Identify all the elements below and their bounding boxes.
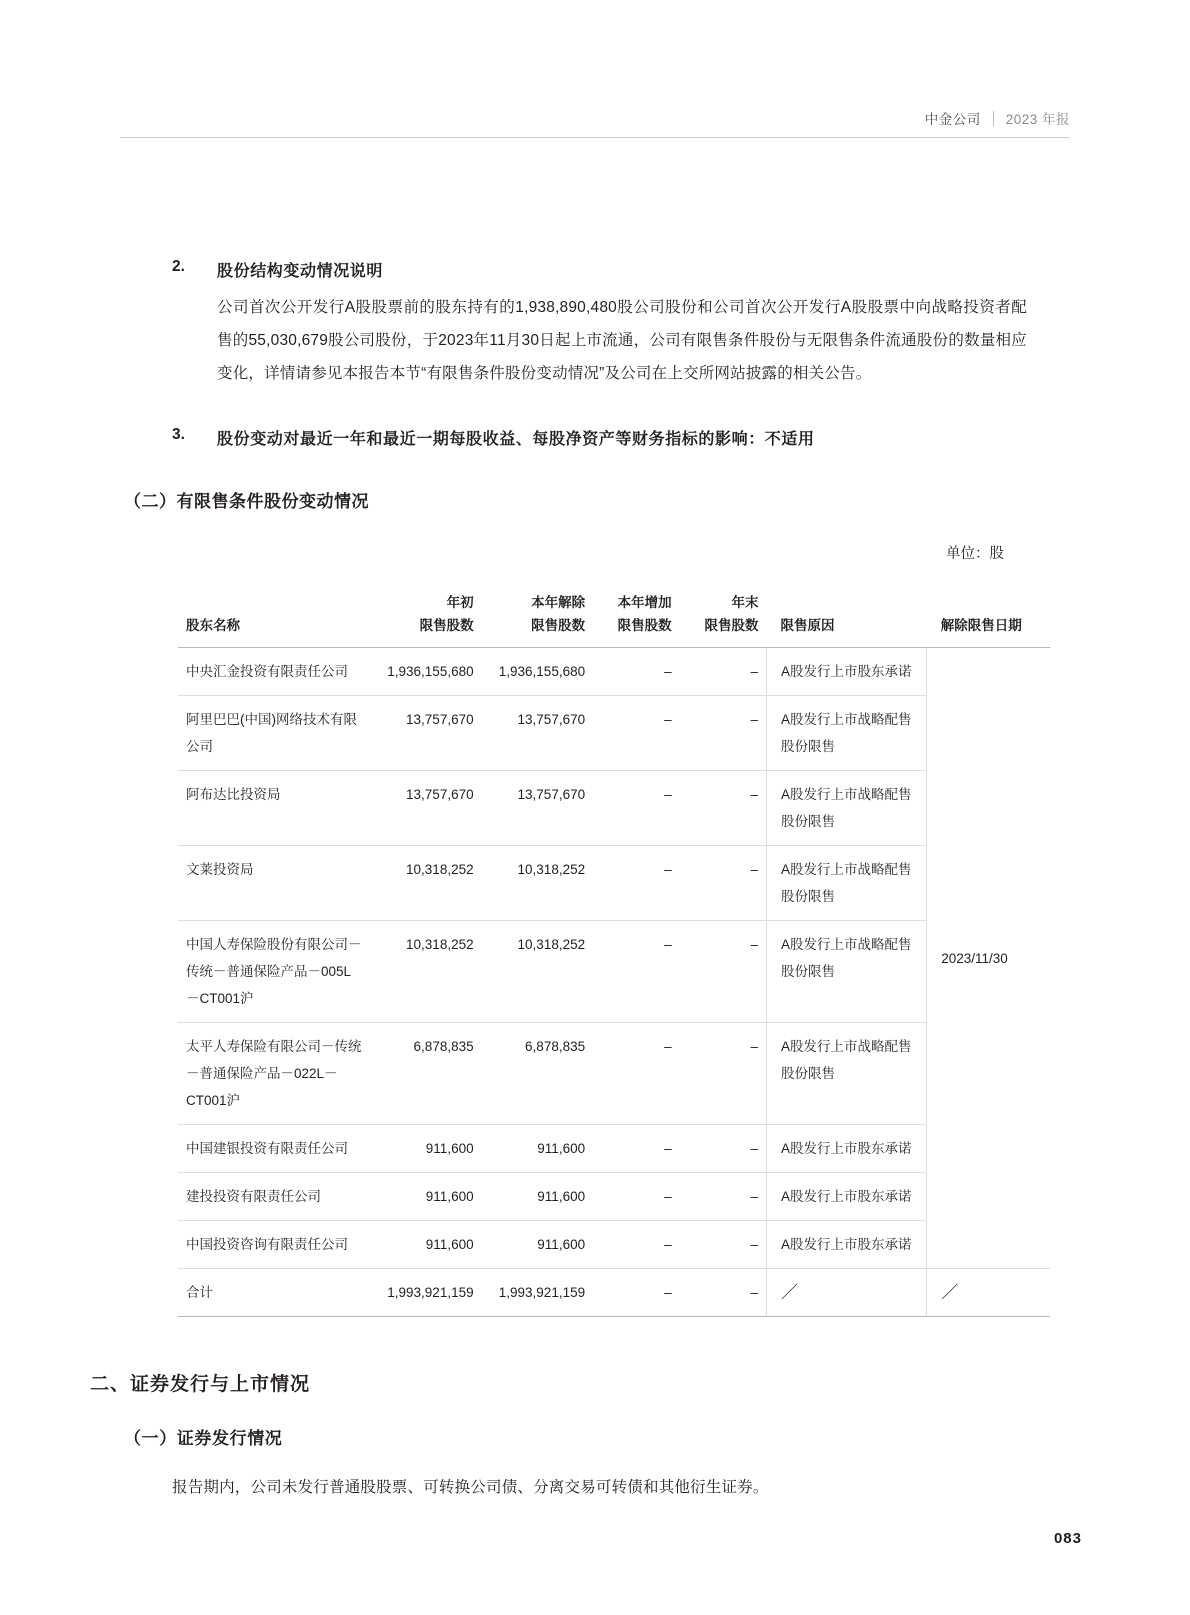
cell-reason: A股发行上市股东承诺 [766, 1173, 926, 1221]
cell-begin: 1,936,155,680 [370, 648, 482, 696]
header-company-name: 中金公司 [924, 112, 981, 127]
cell-shareholder-name: 中国人寿保险股份有限公司－传统－普通保险产品－005L－CT001沪 [178, 921, 370, 1023]
cell-added: – [593, 1023, 679, 1125]
cell-end: – [680, 1173, 767, 1221]
col-begin-restricted-l1: 年初 [446, 595, 474, 610]
cell-added: – [593, 648, 679, 696]
col-restriction-reason-l1: 限售原因 [780, 618, 835, 633]
col-shareholder-name [178, 585, 370, 648]
cell-shareholder-name: 阿里巴巴(中国)网络技术有限公司 [178, 696, 370, 771]
col-added-restricted-l1: 本年增加 [617, 595, 672, 610]
header-report-year: 2023 年报 [1005, 112, 1070, 127]
cell-end: – [680, 771, 767, 846]
cell-reason: A股发行上市股东承诺 [766, 1221, 926, 1269]
section-3-title: 股份变动对最近一年和最近一期每股收益、每股净资产等财务指标的影响：不适用 [217, 431, 815, 448]
table-row [178, 696, 1050, 771]
cell-end: – [680, 648, 767, 696]
cell-reason: A股发行上市战略配售股份限售 [766, 1023, 926, 1125]
col-released-restricted-l1: 本年解除 [531, 595, 586, 610]
cell-shareholder-name: 太平人寿保险有限公司－传统－普通保险产品－022L－CT001沪 [178, 1023, 370, 1125]
cell-released: 911,600 [482, 1125, 594, 1173]
table-row [178, 1173, 1050, 1221]
table-row [178, 1221, 1050, 1269]
cell-released: 911,600 [482, 1173, 594, 1221]
cell-released: 13,757,670 [482, 696, 594, 771]
cell-end: – [680, 696, 767, 771]
cell-begin: 10,318,252 [370, 846, 482, 921]
cell-added: – [593, 921, 679, 1023]
cell-reason: A股发行上市战略配售股份限售 [766, 696, 926, 771]
col-added-restricted-l2: 限售股数 [617, 618, 672, 633]
cell-total-date: ／ [927, 1269, 1050, 1317]
cell-reason: A股发行上市股东承诺 [766, 648, 926, 696]
page-content [90, 258, 1100, 1504]
table-header [178, 585, 1050, 648]
col-released-restricted-l2: 限售股数 [531, 618, 586, 633]
col-end-restricted-l1: 年末 [731, 595, 759, 610]
restricted-shares-table [178, 585, 1050, 1317]
section-securities-subtitle: （一）证券发行情况 [124, 1429, 283, 1448]
section-2-paragraph: 公司首次公开发行A股股票前的股东持有的1,938,890,480股公司股份和公司首次公开发行A股股票中向战略投资者配售的55,030,679股公司股份，于2023年11月30日起上市流通，公司有限售条件股份与无限售条件流通股份的数量相应变化，详情请参见本报告本节“有限售条件股份变动情况”及公司在上交所网站披露的相关公告。 [217, 299, 1027, 382]
cell-total-added: – [593, 1269, 679, 1317]
col-end-restricted [680, 585, 767, 648]
cell-released: 10,318,252 [482, 846, 594, 921]
table-row [178, 648, 1050, 696]
cell-shareholder-name: 建投投资有限责任公司 [178, 1173, 370, 1221]
cell-shareholder-name: 文莱投资局 [178, 846, 370, 921]
cell-reason: A股发行上市战略配售股份限售 [766, 771, 926, 846]
page-header-inner [120, 108, 1070, 138]
table-unit-label: 单位：股 [946, 546, 1004, 562]
page-number: 083 [1053, 1530, 1082, 1547]
cell-shareholder-name: 中国建银投资有限责任公司 [178, 1125, 370, 1173]
cell-total-reason: ／ [766, 1269, 926, 1317]
cell-release-date-merged: 2023/11/30 [927, 648, 1050, 1269]
cell-added: – [593, 1221, 679, 1269]
page-header [120, 108, 1070, 148]
cell-shareholder-name: 中央汇金投资有限责任公司 [178, 648, 370, 696]
cell-end: – [680, 1221, 767, 1269]
cell-total-label: 合计 [178, 1269, 370, 1317]
cell-begin: 13,757,670 [370, 771, 482, 846]
table-body [178, 648, 1050, 1317]
col-release-date [927, 585, 1050, 648]
subsection-two-title: （二）有限售条件股份变动情况 [124, 492, 369, 511]
cell-added: – [593, 771, 679, 846]
cell-reason: A股发行上市战略配售股份限售 [766, 846, 926, 921]
cell-added: – [593, 1173, 679, 1221]
cell-released: 6,878,835 [482, 1023, 594, 1125]
section-3-heading [90, 426, 1100, 449]
col-shareholder-name-l1: 股东名称 [186, 618, 240, 633]
col-restriction-reason [766, 585, 926, 648]
col-begin-restricted [370, 585, 482, 648]
table-row [178, 771, 1050, 846]
section-2-title: 股份结构变动情况说明 [217, 263, 384, 280]
cell-added: – [593, 846, 679, 921]
cell-total-end: – [680, 1269, 767, 1317]
table-row [178, 846, 1050, 921]
section-3-number: 3. [172, 426, 185, 443]
col-end-restricted-l2: 限售股数 [704, 618, 759, 633]
cell-begin: 6,878,835 [370, 1023, 482, 1125]
spacer [90, 390, 1100, 426]
col-begin-restricted-l2: 限售股数 [419, 618, 474, 633]
section-securities-paragraph: 报告期内，公司未发行普通股股票、可转换公司债、分离交易可转债和其他衍生证券。 [172, 1479, 769, 1496]
table-header-row [178, 585, 1050, 648]
table-row [178, 1125, 1050, 1173]
cell-begin: 13,757,670 [370, 696, 482, 771]
cell-begin: 911,600 [370, 1125, 482, 1173]
cell-end: – [680, 1023, 767, 1125]
cell-end: – [680, 1125, 767, 1173]
cell-reason: A股发行上市战略配售股份限售 [766, 921, 926, 1023]
cell-released: 10,318,252 [482, 921, 594, 1023]
cell-released: 1,936,155,680 [482, 648, 594, 696]
cell-reason: A股发行上市股东承诺 [766, 1125, 926, 1173]
table-row [178, 1023, 1050, 1125]
section-securities-title: 二、证券发行与上市情况 [90, 1374, 311, 1395]
cell-released: 13,757,670 [482, 771, 594, 846]
col-released-restricted [482, 585, 594, 648]
cell-end: – [680, 921, 767, 1023]
col-added-restricted [593, 585, 679, 648]
cell-added: – [593, 696, 679, 771]
cell-shareholder-name: 阿布达比投资局 [178, 771, 370, 846]
cell-total-begin: 1,993,921,159 [370, 1269, 482, 1317]
cell-total-released: 1,993,921,159 [482, 1269, 594, 1317]
cell-begin: 911,600 [370, 1173, 482, 1221]
cell-added: – [593, 1125, 679, 1173]
table-total-row [178, 1269, 1050, 1317]
col-release-date-l1: 解除限售日期 [940, 618, 1022, 633]
cell-begin: 10,318,252 [370, 921, 482, 1023]
section-2-heading [90, 258, 1100, 281]
cell-shareholder-name: 中国投资咨询有限责任公司 [178, 1221, 370, 1269]
cell-end: – [680, 846, 767, 921]
table-row [178, 921, 1050, 1023]
section-2-number: 2. [172, 258, 185, 275]
cell-released: 911,600 [482, 1221, 594, 1269]
cell-begin: 911,600 [370, 1221, 482, 1269]
